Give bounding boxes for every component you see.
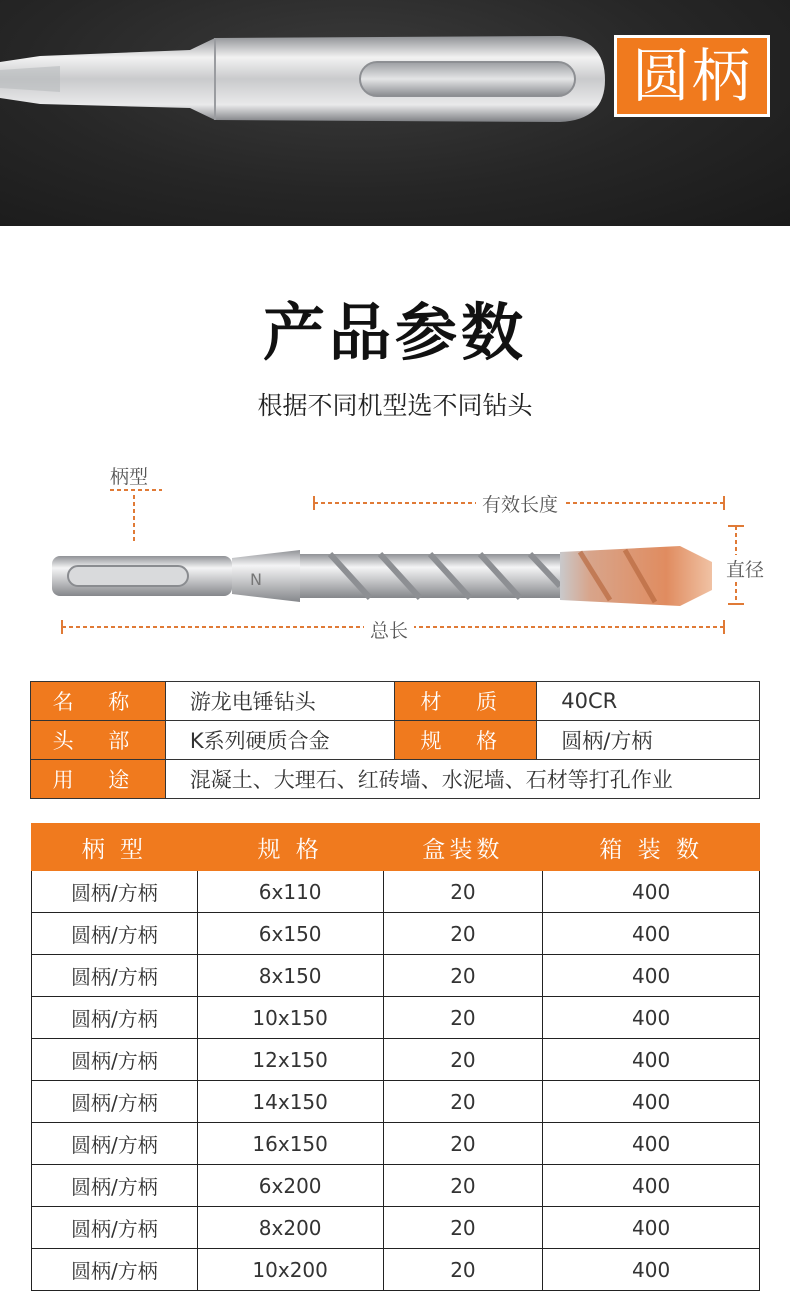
info-row-head <box>31 721 760 760</box>
info-row-use <box>31 760 760 799</box>
cell-carton-qty: 400 <box>543 1165 760 1207</box>
table-row <box>32 997 760 1039</box>
info-key-name: 名 称 <box>31 682 166 721</box>
info-key-material: 材 质 <box>395 682 537 721</box>
table-row <box>32 871 760 913</box>
cell-shank-type: 圆柄/方柄 <box>32 1123 198 1165</box>
cell-box-qty: 20 <box>383 1249 543 1291</box>
cell-size: 6x150 <box>197 913 383 955</box>
effective-length-label: 有效长度 <box>476 490 564 517</box>
cell-box-qty: 20 <box>383 913 543 955</box>
cell-shank-type: 圆柄/方柄 <box>32 955 198 997</box>
diameter-label: 直径 <box>720 555 770 582</box>
info-value-head: K系列硬质合金 <box>165 721 395 760</box>
cell-size: 6x200 <box>197 1165 383 1207</box>
spec-header-box-qty: 盒装数 <box>383 824 543 871</box>
cell-shank-type: 圆柄/方柄 <box>32 997 198 1039</box>
cell-carton-qty: 400 <box>543 1039 760 1081</box>
spec-table-header <box>32 824 760 871</box>
cell-size: 14x150 <box>197 1081 383 1123</box>
page-subtitle: 根据不同机型选不同钻头 <box>257 391 533 420</box>
table-row <box>32 913 760 955</box>
cell-size: 6x110 <box>197 871 383 913</box>
table-row <box>32 1123 760 1165</box>
info-row-name <box>31 682 760 721</box>
shank-type-badge <box>614 35 770 117</box>
spec-header-carton-qty: 箱 装 数 <box>543 824 760 871</box>
product-info-table <box>30 681 760 799</box>
shank-type-label: 柄型 <box>104 462 154 489</box>
cell-shank-type: 圆柄/方柄 <box>32 1207 198 1249</box>
info-value-spec: 圆柄/方柄 <box>537 721 760 760</box>
cell-size: 10x200 <box>197 1249 383 1291</box>
table-row <box>32 1165 760 1207</box>
cell-box-qty: 20 <box>383 1039 543 1081</box>
shank-type-badge-text: 圆柄 <box>631 42 752 110</box>
cell-shank-type: 圆柄/方柄 <box>32 1165 198 1207</box>
cell-box-qty: 20 <box>383 1165 543 1207</box>
info-value-name: 游龙电锤钻头 <box>165 682 395 721</box>
info-key-spec: 规 格 <box>395 721 537 760</box>
spec-header-size: 规 格 <box>197 824 383 871</box>
cell-carton-qty: 400 <box>543 955 760 997</box>
cell-shank-type: 圆柄/方柄 <box>32 1249 198 1291</box>
table-row <box>32 1039 760 1081</box>
cell-box-qty: 20 <box>383 955 543 997</box>
cell-shank-type: 圆柄/方柄 <box>32 913 198 955</box>
hero-photo <box>0 0 790 226</box>
page-title: 产品参数 <box>262 296 527 369</box>
brand-mark: N <box>250 570 262 589</box>
table-row <box>32 1207 760 1249</box>
dimension-diagram <box>0 450 790 650</box>
cell-carton-qty: 400 <box>543 871 760 913</box>
cell-shank-type: 圆柄/方柄 <box>32 1039 198 1081</box>
spec-header-shank: 柄 型 <box>32 824 198 871</box>
cell-box-qty: 20 <box>383 1207 543 1249</box>
cell-carton-qty: 400 <box>543 1207 760 1249</box>
cell-box-qty: 20 <box>383 1123 543 1165</box>
cell-carton-qty: 400 <box>543 1081 760 1123</box>
cell-size: 8x150 <box>197 955 383 997</box>
cell-size: 8x200 <box>197 1207 383 1249</box>
cell-carton-qty: 400 <box>543 1249 760 1291</box>
info-value-material: 40CR <box>537 682 760 721</box>
spec-table <box>31 823 760 1291</box>
info-key-use: 用 途 <box>31 760 166 799</box>
cell-shank-type: 圆柄/方柄 <box>32 871 198 913</box>
cell-box-qty: 20 <box>383 997 543 1039</box>
table-row <box>32 1081 760 1123</box>
cell-size: 10x150 <box>197 997 383 1039</box>
cell-box-qty: 20 <box>383 1081 543 1123</box>
table-row <box>32 1249 760 1291</box>
info-key-head: 头 部 <box>31 721 166 760</box>
cell-shank-type: 圆柄/方柄 <box>32 1081 198 1123</box>
info-value-use: 混凝土、大理石、红砖墙、水泥墙、石材等打孔作业 <box>165 760 759 799</box>
cell-carton-qty: 400 <box>543 1123 760 1165</box>
cell-carton-qty: 400 <box>543 913 760 955</box>
cell-carton-qty: 400 <box>543 997 760 1039</box>
cell-size: 12x150 <box>197 1039 383 1081</box>
cell-size: 16x150 <box>197 1123 383 1165</box>
total-length-label: 总长 <box>364 616 414 643</box>
cell-box-qty: 20 <box>383 871 543 913</box>
table-row <box>32 955 760 997</box>
